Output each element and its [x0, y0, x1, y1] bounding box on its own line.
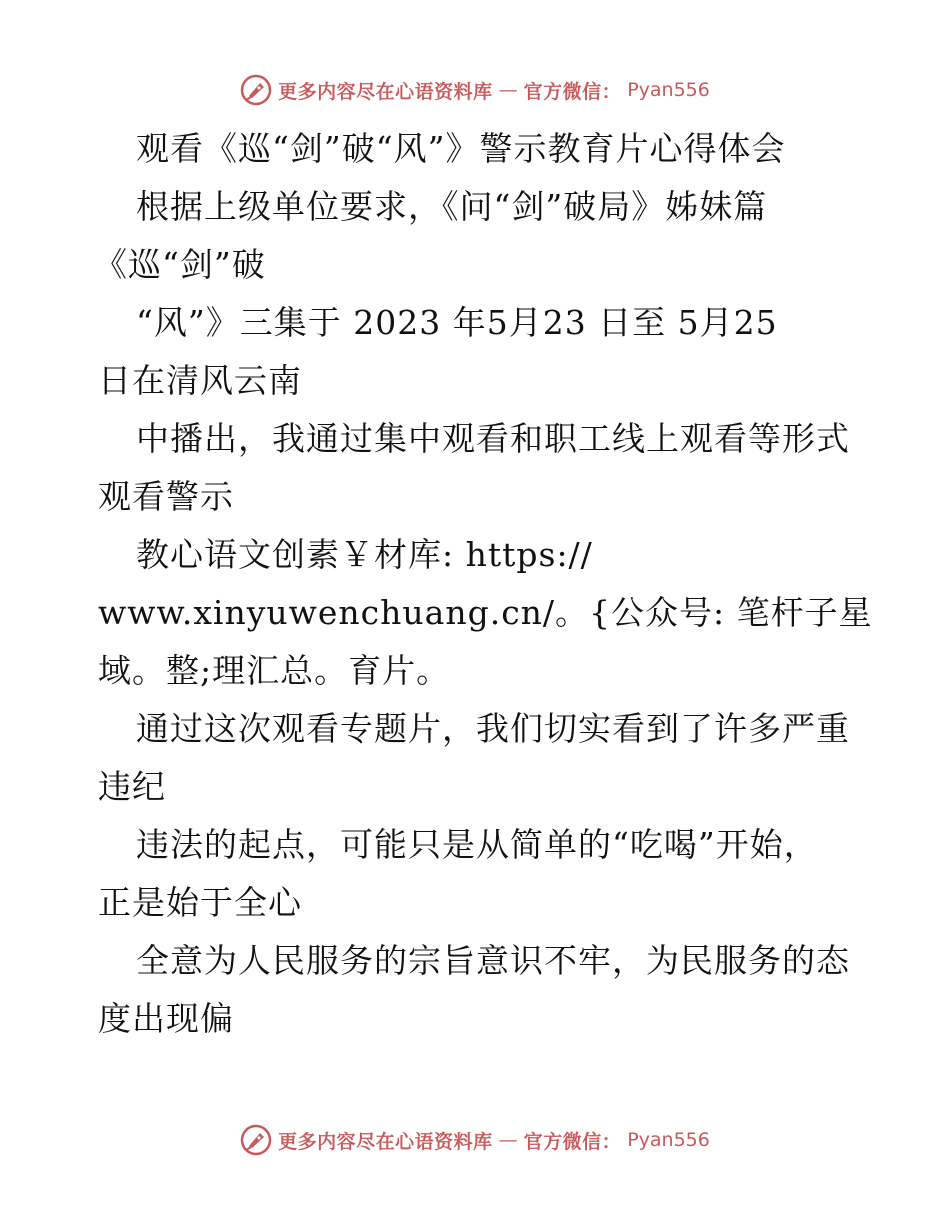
text-line: 全意为人民服务的宗旨意识不牢，为民服务的态 [136, 941, 850, 980]
text-line: “风”》三集于 2023 年5月23 日至 5月25 [136, 303, 778, 342]
header-banner [0, 70, 950, 110]
document-title: 观看《巡“剑”破“风”》警示教育片心得体会 [136, 129, 786, 168]
banner-main-text: 更多内容尽在心语资料库 [278, 1130, 493, 1153]
banner-wechat-id: Pyan556 [627, 79, 710, 101]
text-line: www.xinyuwenchuang.cn/。{公众号: 笔杆子星 [98, 593, 873, 632]
pen-nib-seal-icon [240, 1124, 272, 1156]
banner-separator: — [498, 1129, 518, 1151]
banner-wechat-label: 官方微信： [523, 80, 622, 103]
text-line: 正是始于全心 [98, 883, 302, 922]
text-line: 违法的起点，可能只是从简单的“吃喝”开始， [136, 825, 818, 864]
text-line: 观看警示 [98, 477, 234, 516]
banner-wechat-label: 官方微信： [523, 1130, 622, 1153]
pen-nib-seal-icon [240, 74, 272, 106]
text-line: 违纪 [98, 767, 166, 806]
banner-main-text: 更多内容尽在心语资料库 [278, 80, 493, 103]
document-body [94, 120, 873, 1048]
text-line: 度出现偏 [98, 999, 234, 1038]
text-line: 日在清风云南 [98, 361, 302, 400]
footer-banner [0, 1120, 950, 1160]
text-line: 通过这次观看专题片，我们切实看到了许多严重 [136, 709, 850, 748]
text-line: 中播出，我通过集中观看和职工线上观看等形式 [136, 419, 850, 458]
text-line: 教心语文创素￥材库: https:// [136, 535, 593, 574]
text-line: 《巡“剑”破 [94, 245, 266, 284]
text-line: 根据上级单位要求，《问“剑”破局》姊妹篇 [136, 187, 768, 226]
banner-separator: — [498, 79, 518, 101]
banner-wechat-id: Pyan556 [627, 1129, 710, 1151]
text-line: 域。整;理汇总。育片。 [98, 651, 451, 690]
